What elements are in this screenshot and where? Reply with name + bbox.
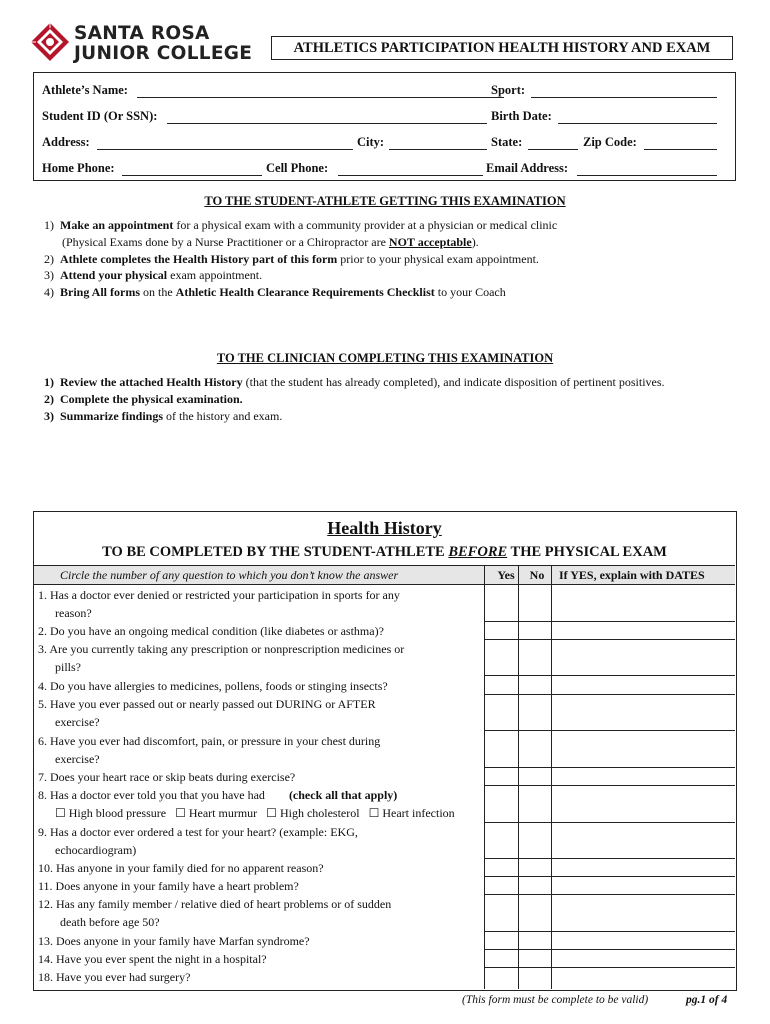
subtitle-emphasis: BEFORE bbox=[448, 544, 508, 560]
instruction-emphasis: NOT acceptable bbox=[388, 235, 472, 249]
question-text: 5. Have you ever passed out or nearly passed out DURING or AFTER bbox=[38, 697, 376, 711]
clinician-instruction-1 bbox=[44, 374, 665, 390]
instruction-text: (that the student has already completed), and indicate disposition of pertinent positives. bbox=[242, 375, 665, 389]
question-text: 14. Have you ever spent the night in a hospital? bbox=[38, 952, 267, 966]
row-divider bbox=[484, 767, 735, 768]
student-id-field[interactable] bbox=[167, 123, 487, 124]
option-heart-murmur: Heart murmur bbox=[188, 806, 258, 820]
college-logo bbox=[30, 20, 265, 70]
question-text: 2. Do you have an ongoing medical condition (like diabetes or asthma)? bbox=[38, 624, 384, 638]
row-divider bbox=[484, 876, 735, 877]
instruction-emphasis: Attend your physical bbox=[60, 268, 168, 282]
question-text: exercise? bbox=[55, 752, 100, 766]
option-high-blood-pressure: High blood pressure bbox=[68, 806, 167, 820]
home-phone-label: Home Phone: bbox=[42, 161, 115, 175]
student-id-label: Student ID (Or SSN): bbox=[42, 109, 158, 123]
question-text: echocardiogram) bbox=[55, 843, 137, 857]
question-text: 7. Does your heart race or skip beats during exercise? bbox=[38, 770, 296, 784]
athlete-name-field[interactable] bbox=[137, 97, 504, 98]
instruction-text: ). bbox=[471, 235, 479, 249]
address-label: Address: bbox=[42, 135, 90, 149]
instruction-text: (Physical Exams done by a Nurse Practitioner or a Chiropractor are bbox=[62, 235, 389, 249]
instruction-emphasis: Review the attached Health History bbox=[60, 375, 243, 389]
question-text: 10. Has anyone in your family died for no apparent reason? bbox=[38, 861, 324, 875]
page-number: pg.1 of 4 bbox=[686, 994, 728, 1006]
question-18[interactable] bbox=[38, 968, 480, 986]
cell-phone-field[interactable] bbox=[338, 175, 483, 176]
state-label: State: bbox=[491, 135, 523, 149]
table-header-row bbox=[34, 565, 735, 585]
question-emphasis: (check all that apply) bbox=[288, 788, 398, 802]
instruction-emphasis: Athletic Health Clearance Requirements Checklist bbox=[175, 285, 435, 299]
state-field[interactable] bbox=[528, 149, 578, 150]
athlete-name-label: Athlete’s Name: bbox=[42, 83, 128, 97]
instruction-emphasis: Athlete completes the Health History part of this form bbox=[60, 252, 338, 266]
question-text: 1. Has a doctor ever denied or restricted your participation in sports for any bbox=[38, 588, 400, 602]
question-text: 6. Have you ever had discomfort, pain, or pressure in your chest during bbox=[38, 734, 381, 748]
student-instruction-4 bbox=[44, 284, 506, 300]
instruction-number: 4) bbox=[44, 285, 54, 299]
question-11[interactable] bbox=[38, 877, 480, 895]
instruction-emphasis: Summarize findings bbox=[60, 409, 164, 423]
column-header-question: Circle the number of any question to which you don’t know the answer bbox=[60, 568, 399, 582]
clinician-instruction-3 bbox=[44, 408, 282, 424]
row-divider bbox=[484, 949, 735, 950]
question-13[interactable] bbox=[38, 932, 480, 950]
instruction-text: to your Coach bbox=[434, 285, 506, 299]
checkbox-icon[interactable]: ☐ bbox=[175, 806, 186, 820]
question-7[interactable] bbox=[38, 768, 480, 786]
zip-code-label: Zip Code: bbox=[583, 135, 637, 149]
row-divider bbox=[484, 730, 735, 731]
column-divider bbox=[551, 565, 552, 989]
city-field[interactable] bbox=[389, 149, 487, 150]
question-text: 9. Has a doctor ever ordered a test for your heart? (example: EKG, bbox=[38, 825, 358, 839]
instruction-emphasis: Bring All forms bbox=[60, 285, 140, 299]
row-divider bbox=[484, 639, 735, 640]
checkbox-icon[interactable]: ☐ bbox=[368, 806, 380, 820]
instruction-emphasis: Complete the physical examination. bbox=[60, 392, 243, 406]
question-1[interactable] bbox=[38, 586, 480, 622]
column-header-explain: If YES, explain with DATES bbox=[559, 568, 705, 582]
question-8[interactable] bbox=[38, 786, 538, 822]
question-text: 11. Does anyone in your family have a heart problem? bbox=[38, 879, 299, 893]
column-divider bbox=[484, 565, 485, 989]
question-text: 8. Has a doctor ever told you that you have had bbox=[38, 788, 265, 802]
instruction-text: on the bbox=[140, 285, 176, 299]
instruction-number: 1) bbox=[44, 218, 54, 232]
question-text: pills? bbox=[55, 660, 81, 674]
instruction-text: prior to your physical exam appointment. bbox=[337, 252, 539, 266]
instruction-number: 3) bbox=[44, 268, 54, 282]
home-phone-field[interactable] bbox=[122, 175, 262, 176]
question-text: 12. Has any family member / relative died of heart problems or of sudden bbox=[38, 897, 392, 911]
question-text: 13. Does anyone in your family have Marfan syndrome? bbox=[38, 934, 310, 948]
instruction-number: 2) bbox=[44, 252, 54, 266]
question-4[interactable] bbox=[38, 677, 480, 695]
clinician-instruction-2 bbox=[44, 391, 243, 407]
student-instruction-2 bbox=[44, 251, 539, 267]
student-instruction-1 bbox=[44, 217, 557, 233]
row-divider bbox=[484, 675, 735, 676]
row-divider bbox=[484, 967, 735, 968]
sport-field[interactable] bbox=[531, 97, 717, 98]
athlete-info-box bbox=[33, 72, 736, 181]
cell-phone-label: Cell Phone: bbox=[266, 161, 329, 175]
student-instruction-3 bbox=[44, 267, 262, 283]
address-field[interactable] bbox=[97, 149, 353, 150]
logo-text-line1: SANTA ROSA bbox=[74, 23, 210, 44]
subtitle-text: TO BE COMPLETED BY THE STUDENT-ATHLETE bbox=[102, 544, 449, 560]
row-divider bbox=[484, 621, 735, 622]
zip-code-field[interactable] bbox=[644, 149, 717, 150]
checkbox-icon[interactable]: ☐ bbox=[266, 806, 277, 820]
question-text: exercise? bbox=[55, 715, 100, 729]
question-text: 4. Do you have allergies to medicines, pollens, foods or stinging insects? bbox=[38, 679, 388, 693]
row-divider bbox=[484, 894, 735, 895]
instruction-text: for a physical exam with a community provider at a physician or medical clinic bbox=[173, 218, 558, 232]
health-history-subtitle bbox=[34, 544, 735, 561]
subtitle-text: THE PHYSICAL EXAM bbox=[507, 544, 667, 560]
question-10[interactable] bbox=[38, 859, 480, 877]
question-9[interactable] bbox=[38, 823, 480, 859]
health-history-table bbox=[33, 511, 737, 991]
question-text: death before age 50? bbox=[60, 915, 160, 929]
question-text: 3. Are you currently taking any prescription or nonprescription medicines or bbox=[38, 642, 405, 656]
footer-note: (This form must be complete to be valid) bbox=[462, 994, 649, 1006]
row-divider bbox=[484, 931, 735, 932]
instruction-number: 2) bbox=[44, 392, 54, 406]
question-text: 18. Have you ever had surgery? bbox=[38, 970, 191, 984]
checkbox-icon[interactable]: ☐ bbox=[55, 806, 66, 820]
clinician-section-title: TO THE CLINICIAN COMPLETING THIS EXAMINATION bbox=[216, 351, 554, 365]
option-high-cholesterol: High cholesterol bbox=[279, 806, 360, 820]
column-header-yes: Yes bbox=[497, 568, 515, 582]
student-section-title: TO THE STUDENT-ATHLETE GETTING THIS EXAMINATION bbox=[204, 194, 566, 208]
sport-label: Sport: bbox=[491, 83, 526, 97]
instruction-number: 3) bbox=[44, 409, 54, 423]
option-heart-infection: Heart infection bbox=[382, 806, 455, 820]
column-header-no: No bbox=[529, 568, 545, 582]
instruction-emphasis: Make an appointment bbox=[60, 218, 174, 232]
health-history-title: Health History bbox=[327, 518, 442, 538]
question-6[interactable] bbox=[38, 732, 480, 768]
question-3[interactable] bbox=[38, 640, 480, 676]
birth-date-field[interactable] bbox=[558, 123, 717, 124]
student-instruction-1b bbox=[62, 234, 479, 250]
question-14[interactable] bbox=[38, 950, 480, 968]
row-divider bbox=[484, 822, 735, 823]
instruction-text: exam appointment. bbox=[167, 268, 263, 282]
city-label: City: bbox=[357, 135, 385, 149]
question-text: reason? bbox=[55, 606, 92, 620]
question-2[interactable] bbox=[38, 622, 480, 640]
row-divider bbox=[484, 858, 735, 859]
form-title: ATHLETICS PARTICIPATION HEALTH HISTORY AND EXAM bbox=[271, 36, 733, 60]
logo-text-line2: JUNIOR COLLEGE bbox=[74, 43, 253, 64]
instruction-text: of the history and exam. bbox=[163, 409, 283, 423]
question-12[interactable] bbox=[38, 895, 480, 931]
row-divider bbox=[484, 694, 735, 695]
college-seal-icon bbox=[30, 22, 70, 62]
birth-date-label: Birth Date: bbox=[491, 109, 552, 123]
email-field[interactable] bbox=[577, 175, 717, 176]
column-divider bbox=[518, 565, 519, 989]
instruction-number: 1) bbox=[44, 375, 54, 389]
email-label: Email Address: bbox=[486, 161, 569, 175]
question-5[interactable] bbox=[38, 695, 480, 731]
